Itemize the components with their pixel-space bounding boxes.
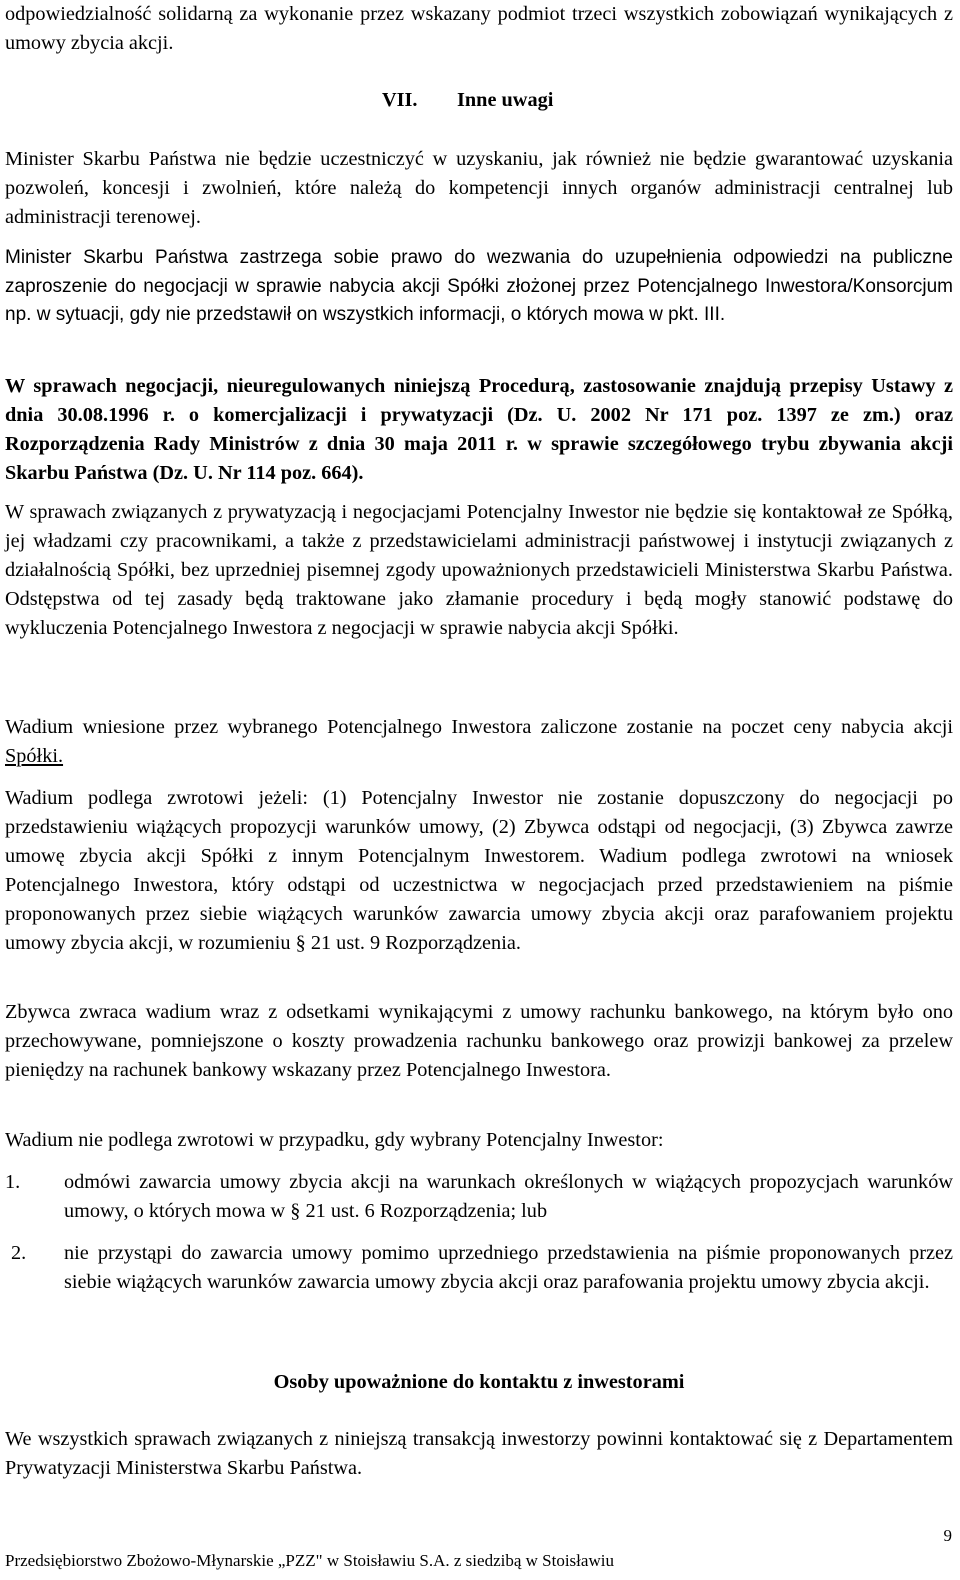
list-text: nie przystąpi do zawarcia umowy pomimo uprzedniego przedstawienia na piśmie proponowanych przez siebie wiążących warunków zawarcia umowy zbycia akcji oraz parafowania projektu umowy zbycia akcji.	[64, 1242, 953, 1293]
page-number: 9	[943, 1526, 952, 1545]
wadium-1-underlined: Spółki.	[5, 745, 64, 767]
section-number: VII.	[382, 89, 418, 111]
list-number: 1.	[5, 1171, 21, 1193]
paragraph-wadium-3: Zbywca zwraca wadium wraz z odsetkami wynikającymi z umowy rachunku bankowego, na którym było ono przechowywane, pomniejszone o koszty prowadzenia rachunku bankowego oraz prowizji bankowej za przelew pieniędzy na rachunek bankowy wskazany przez Potencjalnego Inwestora.	[5, 1001, 953, 1081]
paragraph-wadium-4: Wadium nie podlega zwrotowi w przypadku, gdy wybrany Potencjalny Inwestor:	[5, 1129, 664, 1151]
wadium-1-text: Wadium wniesione przez wybranego Potencjalnego Inwestora zaliczone zostanie na poczet ceny nabycia akcji	[5, 716, 953, 738]
list-text: odmówi zawarcia umowy zbycia akcji na warunkach określonych w wiążących propozycjach warunków umowy, o których mowa w § 21 ust. 6 Rozporządzenia; lub	[64, 1171, 953, 1222]
contact-heading: Osoby upoważnione do kontaktu z inwestorami	[273, 1371, 685, 1393]
paragraph-wadium-1	[5, 713, 953, 771]
page-footer: Przedsiębiorstwo Zbożowo-Młynarskie „PZZ" w Stoisławiu S.A. z siedzibą w Stoisławiu	[5, 1551, 614, 1570]
paragraph-minister-1: Minister Skarbu Państwa nie będzie uczestniczyć w uzyskaniu, jak również nie będzie gwarantować uzyskania pozwoleń, koncesji i zwolnień, które należą do kompetencji innych organów administracji centralnej lub administracji terenowej.	[5, 148, 953, 228]
paragraph-privatization: W sprawach związanych z prywatyzacją i negocjacjami Potencjalny Inwestor nie będzie się kontaktował ze Spółką, jej władzami czy pracownikami, a także z przedstawicielami administracji państwowej i instytucji związanych z działalnością Spółki, bez uprzedniej pisemnej zgody upoważnionych przedstawicieli Ministerstwa Skarbu Państwa. Odstępstwa od tej zasady będą traktowane jako złamanie procedury i będą mogły stanowić podstawę do wykluczenia Potencjalnego Inwestora z negocjacji w sprawie nabycia akcji Spółki.	[5, 501, 953, 639]
paragraph-regulations: W sprawach negocjacji, nieuregulowanych niniejszą Procedurą, zastosowanie znajdują przepisy Ustawy z dnia 30.08.1996 r. o komercjalizacji i prywatyzacji (Dz. U. 2002 Nr 171 poz. 1397 ze zm.) oraz Rozporządzenia Rady Ministrów z dnia 30 maja 2011 r. w sprawie szczegółowego trybu zbywania akcji Skarbu Państwa (Dz. U. Nr 114 poz. 664).	[5, 375, 953, 484]
paragraph-minister-2: Minister Skarbu Państwa zastrzega sobie prawo do wezwania do uzupełnienia odpowiedzi na publiczne zaproszenie do negocjacji w sprawie nabycia akcji Spółki złożonej przez Potencjalnego Inwestora/Konsorcjum np. w sytuacji, gdy nie przedstawił on wszystkich informacji, o których mowa w pkt. III.	[5, 247, 953, 325]
paragraph-wadium-2: Wadium podlega zwrotowi jeżeli: (1) Potencjalny Inwestor nie zostanie dopuszczony do negocjacji po przedstawieniu wiążących propozycji warunków umowy, (2) Zbywca odstąpi od negocjacji, (3) Zbywca zawrze umowę zbycia akcji Spółki z innym Potencjalnym Inwestorem. Wadium podlega zwrotowi na wniosek Potencjalnego Inwestora, który odstąpi od uczestnictwa w negocjacjach przed przedstawieniem na piśmie proponowanych przez siebie wiążących warunków zawarcia umowy zbycia akcji oraz parafowaniem projektu umowy zbycia akcji, w rozumieniu § 21 ust. 9 Rozporządzenia.	[5, 787, 953, 954]
section-title: Inne uwagi	[457, 89, 554, 111]
top-paragraph: odpowiedzialność solidarną za wykonanie przez wskazany podmiot trzeci wszystkich zobowiązań wynikających z umowy zbycia akcji.	[5, 3, 953, 54]
list-number: 2.	[11, 1242, 27, 1264]
paragraph-contact: We wszystkich sprawach związanych z niniejszą transakcją inwestorzy powinni kontaktować się z Departamentem Prywatyzacji Ministerstwa Skarbu Państwa.	[5, 1428, 953, 1479]
